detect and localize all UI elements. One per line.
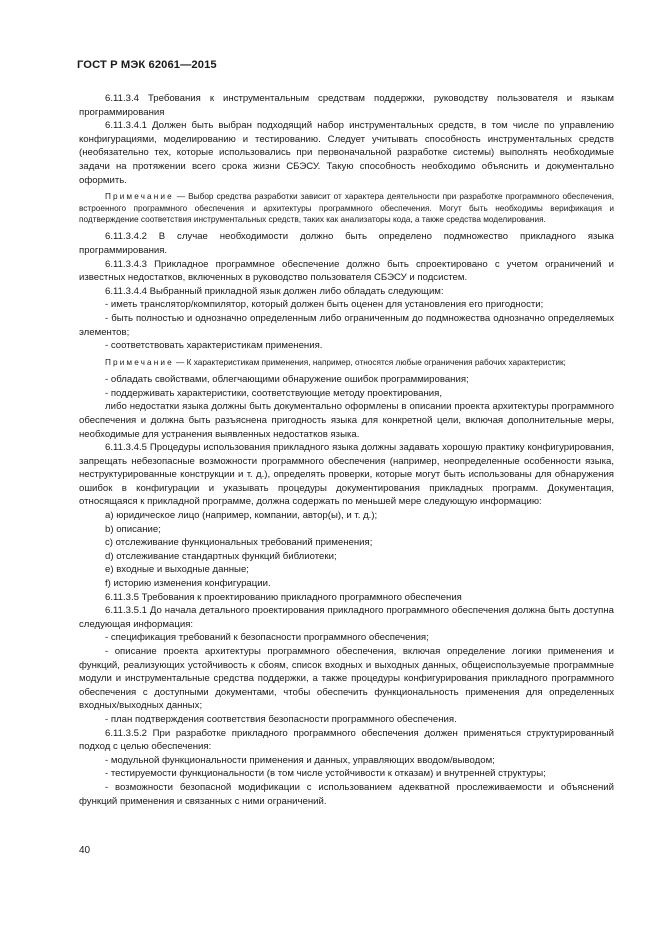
section-heading: 6.11.3.5 Требования к проектированию прикладного программного обеспечения — [105, 591, 462, 603]
list-item: - обладать свойствами, облегчающими обнаружение ошибок программирования; — [105, 374, 469, 386]
list-item: e) входные и выходные данные; — [105, 564, 249, 576]
list-item: - спецификация требований к безопасности программного обеспечения; — [105, 632, 429, 644]
list-item: f) историю изменения конфигурации. — [105, 578, 271, 590]
list-item: - иметь транслятор/компилятор, который должен быть оценен для установления его пригодности; — [105, 299, 544, 311]
paragraph: 6.11.3.5.1 До начала детального проектирования прикладного программного обеспечения должна быть доступна следующая информация: — [79, 605, 614, 630]
note — [79, 357, 614, 368]
list-item: c) отслеживание функциональных требований применения; — [105, 537, 373, 549]
list-item: a) юридическое лицо (например, компании, автор(ы), и т. д.); — [105, 510, 378, 522]
page-number: 40 — [79, 845, 91, 856]
document-header: ГОСТ Р МЭК 62061—2015 — [77, 59, 217, 71]
note-text: Выбор средства разработки зависит от характера деятельности при разработке программного обеспечения, встроенного программного обеспечения и архитектуры программного обеспечения. Могут быть необходимы верификация и подтверждение соответствия инструментальных средств, таких как анализаторы кода, а также средства моделирования. — [79, 192, 614, 224]
paragraph: 6.11.3.5.2 При разработке прикладного программного обеспечения должен применяться структурированный подход с целью обеспечения: — [79, 727, 614, 753]
note-dash: — — [173, 192, 189, 202]
list-item: - быть полностью и однозначно определенным либо ограниченным до подмножества однозначно определяемых элементов; — [79, 312, 614, 338]
list-item: b) описание; — [105, 523, 161, 535]
list-item: - тестируемости функциональности (в том числе устойчивости к отказам) и внутренней структуры; — [105, 768, 546, 780]
paragraph: 6.11.3.4.5 Процедуры использования прикладного языка должны задавать хорошую практику конфигурирования, запрещать небезопасные возможности программного обеспечения (например, неопределенные особенности языка, неструктурированные конструкции и т. д.), определять проверки, которые могут быть использованы для обнаружения ошибок в конфигурации и указывать процедуры документирования прикладных программ. Документация, относящаяся к прикладной программе, должна содержать по меньшей мере следующую информацию: — [79, 442, 614, 508]
paragraph: 6.11.3.4.2 В случае необходимости должно быть определено подмножество прикладного языка программирования. — [79, 231, 614, 256]
list-item: - модульной функциональности применения и данных, управляющих вводом/выводом; — [105, 754, 495, 766]
note-text: К характеристикам применения, например, относятся любые ограничения рабочих характеристик; — [186, 357, 566, 367]
paragraph: 6.11.3.4.4 Выбранный прикладной язык должен либо обладать следующим: — [105, 285, 444, 297]
note-label: Примечание — [105, 192, 174, 202]
list-item: - поддерживать характеристики, соответствующие методу проектирования, — [105, 387, 442, 399]
list-item: - план подтверждения соответствия безопасности программного обеспечения. — [105, 713, 457, 725]
paragraph: либо недостатки языка должны быть документально оформлены в описании проекта архитектуры программного обеспечения и должна быть разъяснена пригодность языка для конкретной цели, включая дополнительные меры, необходимые для устранения выявленных недостатков языка. — [79, 401, 614, 440]
note-label: Примечание — [105, 357, 174, 367]
note — [79, 191, 614, 225]
page-content — [79, 92, 614, 808]
section-heading: 6.11.3.4 Требования к инструментальным средствам поддержки, руководству пользователя и языкам программирования — [79, 93, 614, 118]
list-item: - возможности безопасной модификации с использованием адекватной прослеживаемости и объяснений функций применения и связанных с ними ограничений. — [79, 781, 614, 807]
list-item: d) отслеживание стандартных функций библиотеки; — [105, 550, 337, 562]
paragraph: 6.11.3.4.3 Прикладное программное обеспечение должно быть спроектировано с учетом ограничений и известных недостатков, включенных в руководство пользователя СБЭСУ и подсистем. — [79, 258, 614, 284]
note-dash: — — [173, 357, 187, 367]
list-item: - описание проекта архитектуры программного обеспечения, включая определение логики применения и функций, реализующих устойчивость к сбоям, список входных и выходных данных, общеиспользуемые программные модули и инструментальные средства поддержки, а также процедуры конфигурирования прикладного программного обеспечения с доступными документами, чтобы обеспечить функциональность применения для определенных входных/выходных данных; — [79, 646, 614, 712]
paragraph: 6.11.3.4.1 Должен быть выбран подходящий набор инструментальных средств, в том числе по управлению конфигурациями, моделированию и тестированию. Следует учитывать способность инструментальных средств (необязательно тех, которые использовались при первоначальной разработке системы) выполнять необходимые задачи на протяжении всего срока жизни СБЭСУ. Такую способность необходимо объяснить и документально оформить. — [79, 120, 614, 186]
list-item: - соответствовать характеристикам применения. — [105, 340, 323, 352]
